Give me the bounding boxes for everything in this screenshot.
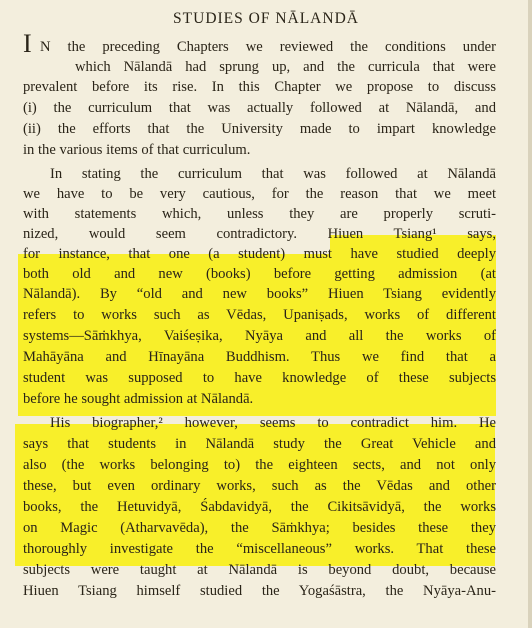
text-line: books, the Hetuvidyā, Śabdavidyā, the Cikitsāvidyā, the works: [23, 499, 496, 515]
text-line: Nālandā). By “old and new books” Hiuen Tsiang evidently: [23, 286, 496, 302]
text-line: N the preceding Chapters we reviewed the conditions under: [40, 39, 496, 55]
text-line: prevalent before its rise. In this Chapter we propose to discuss: [23, 79, 496, 95]
text-line: nized, would seem contradictory. Hiuen Tsiang¹ says,: [23, 226, 496, 242]
text-line: in the various items of that curriculum.: [23, 142, 251, 158]
text-line: before he sought admission at Nālandā.: [23, 391, 254, 407]
text-line: for instance, that one (a student) must have studied deeply: [23, 246, 496, 262]
text-line: student was supposed to have knowledge of these subjects: [23, 370, 496, 386]
text-line: which Nālandā had sprung up, and the curricula that were: [75, 59, 496, 75]
text-line: Mahāyāna and Hīnayāna Buddhism. Thus we find that a: [23, 349, 496, 365]
drop-cap: I: [23, 29, 32, 58]
text-line: with statements which, unless they are properly scruti-: [23, 206, 496, 222]
text-line: both old and new (books) before getting admission (at: [23, 266, 496, 282]
text-line: these, but even ordinary works, such as the Vēdas and other: [23, 478, 496, 494]
text-line: on Magic (Atharvavēda), the Sāṁkhya; besides these they: [23, 520, 496, 536]
text-line: subjects were taught at Nālandā is beyond doubt, because: [23, 562, 496, 578]
text-line: (ii) the efforts that the University made to impart knowledge: [23, 121, 496, 137]
text-line: thoroughly investigate the “miscellaneous” works. That these: [23, 541, 496, 557]
text-line: Hiuen Tsiang himself studied the Yogaśāstra, the Nyāya-Anu-: [23, 583, 496, 599]
text-line: also (the works belonging to) the eighteen sects, and not only: [23, 457, 496, 473]
text-line: says that students in Nālandā study the Great Vehicle and: [23, 436, 496, 452]
text-line: His biographer,² however, seems to contradict him. He: [50, 415, 496, 431]
text-line: we have to be very cautious, for the reason that we meet: [23, 186, 496, 202]
text-line: In stating the curriculum that was followed at Nālandā: [50, 166, 496, 182]
text-line: refers to works such as Vēdas, Upaniṣads, works of different: [23, 307, 496, 323]
running-title: STUDIES OF NĀLANDĀ: [173, 10, 359, 27]
text-line: (i) the curriculum that was actually followed at Nālandā, and: [23, 100, 496, 116]
page-edge: [528, 0, 532, 628]
text-line: systems—Sāṁkhya, Vaiśeṣika, Nyāya and all the works of: [23, 328, 496, 344]
